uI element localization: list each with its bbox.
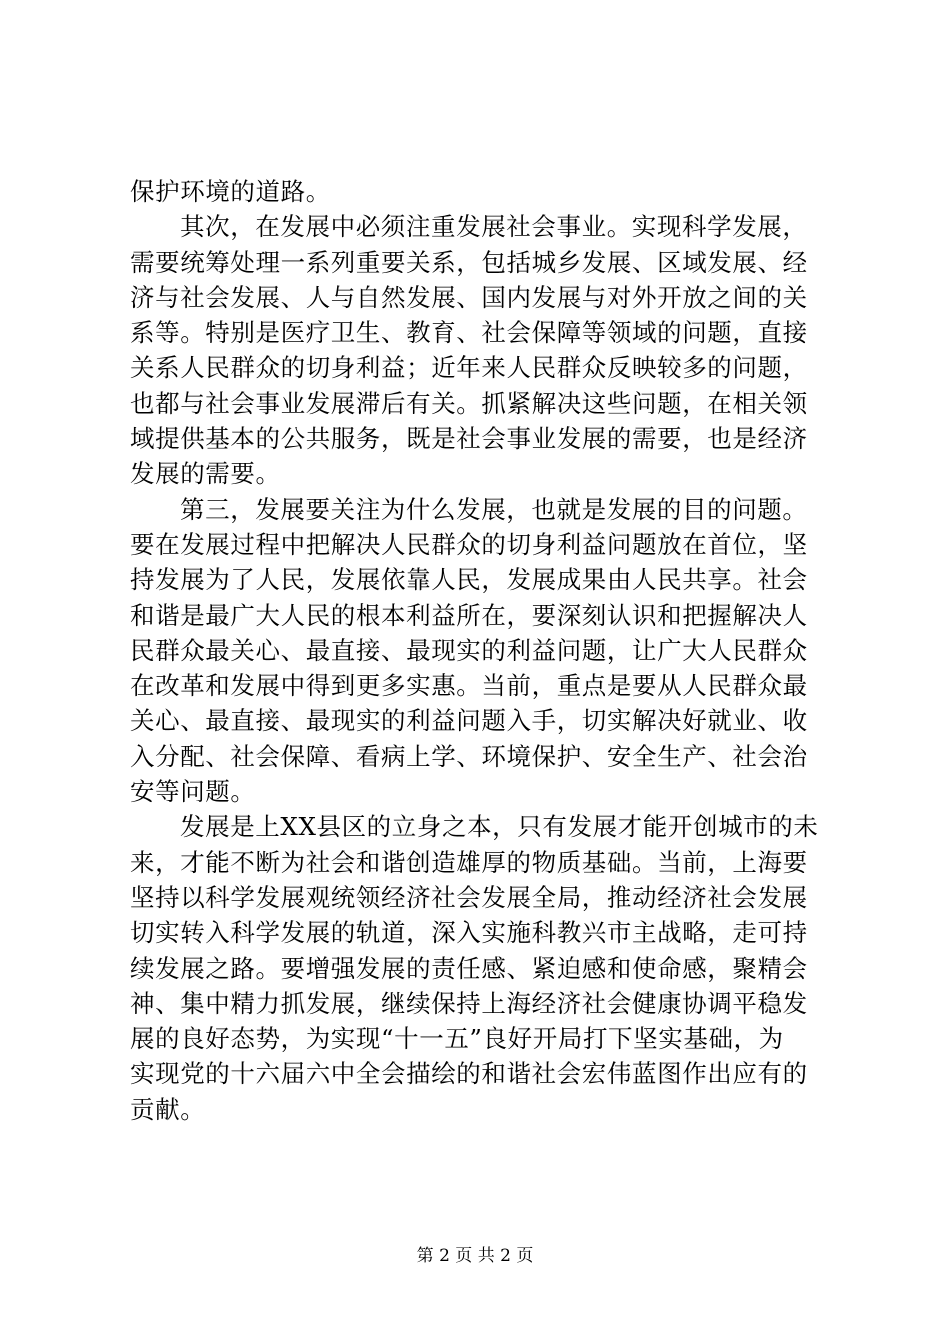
text-line: 在改革和发展中得到更多实惠。当前，重点是要从人民群众最: [130, 671, 808, 701]
body-text: [130, 174, 832, 1127]
text-line: 神、集中精力抓发展，继续保持上海经济社会健康协调平稳发: [130, 988, 808, 1018]
text-line: 济与社会发展、人与自然发展、国内发展与对外开放之间的关: [130, 282, 808, 312]
text-line: 切实转入科学发展的轨道，深入实施科教兴市主战略，走可持: [130, 918, 808, 948]
text-line: 入分配、社会保障、看病上学、环境保护、安全生产、社会治: [130, 741, 808, 771]
text-line: 和谐是最广大人民的根本利益所在，要深刻认识和把握解决人: [130, 600, 808, 630]
text-line: 安等问题。: [130, 777, 256, 807]
text-line: 其次，在发展中必须注重发展社会事业。实现科学发展，: [180, 212, 808, 242]
text-line: 保护环境的道路。: [130, 177, 331, 206]
page-footer: 第 2 页 共 2 页: [416, 1246, 534, 1266]
text-line: 实现党的十六届六中全会描绘的和谐社会宏伟蓝图作出应有的: [130, 1059, 808, 1089]
text-line: 发展的需要。: [130, 459, 281, 489]
text-line: 也都与社会事业发展滞后有关。抓紧解决这些问题，在相关领: [130, 388, 808, 418]
text-line: 关系人民群众的切身利益；近年来人民群众反映较多的问题，: [130, 353, 808, 383]
text-line: 系等。特别是医疗卫生、教育、社会保障等领域的问题，直接: [130, 318, 808, 348]
text-line: 发展是上XX县区的立身之本，只有发展才能开创城市的未: [180, 812, 819, 842]
text-line: 第三，发展要关注为什么发展，也就是发展的目的问题。: [180, 494, 808, 524]
text-line: 民群众最关心、最直接、最现实的利益问题，让广大人民群众: [130, 635, 808, 665]
text-line: 来，才能不断为社会和谐创造雄厚的物质基础。当前，上海要: [130, 847, 808, 877]
text-line: 要在发展过程中把解决人民群众的切身利益问题放在首位，坚: [130, 529, 808, 559]
text-line: 展的良好态势，为实现“十一五”良好开局打下坚实基础，为: [130, 1024, 784, 1054]
text-line: 域提供基本的公共服务，既是社会事业发展的需要，也是经济: [130, 424, 808, 454]
text-line: 持发展为了人民，发展依靠人民，发展成果由人民共享。社会: [130, 565, 808, 595]
text-line: 续发展之路。要增强发展的责任感、紧迫感和使命感，聚精会: [130, 953, 808, 983]
text-line: 贡献。: [130, 1094, 206, 1124]
text-line: 关心、最直接、最现实的利益问题入手，切实解决好就业、收: [130, 706, 808, 736]
text-line: 坚持以科学发展观统领经济社会发展全局，推动经济社会发展: [130, 882, 808, 912]
text-line: 需要统筹处理一系列重要关系，包括城乡发展、区域发展、经: [130, 247, 808, 277]
